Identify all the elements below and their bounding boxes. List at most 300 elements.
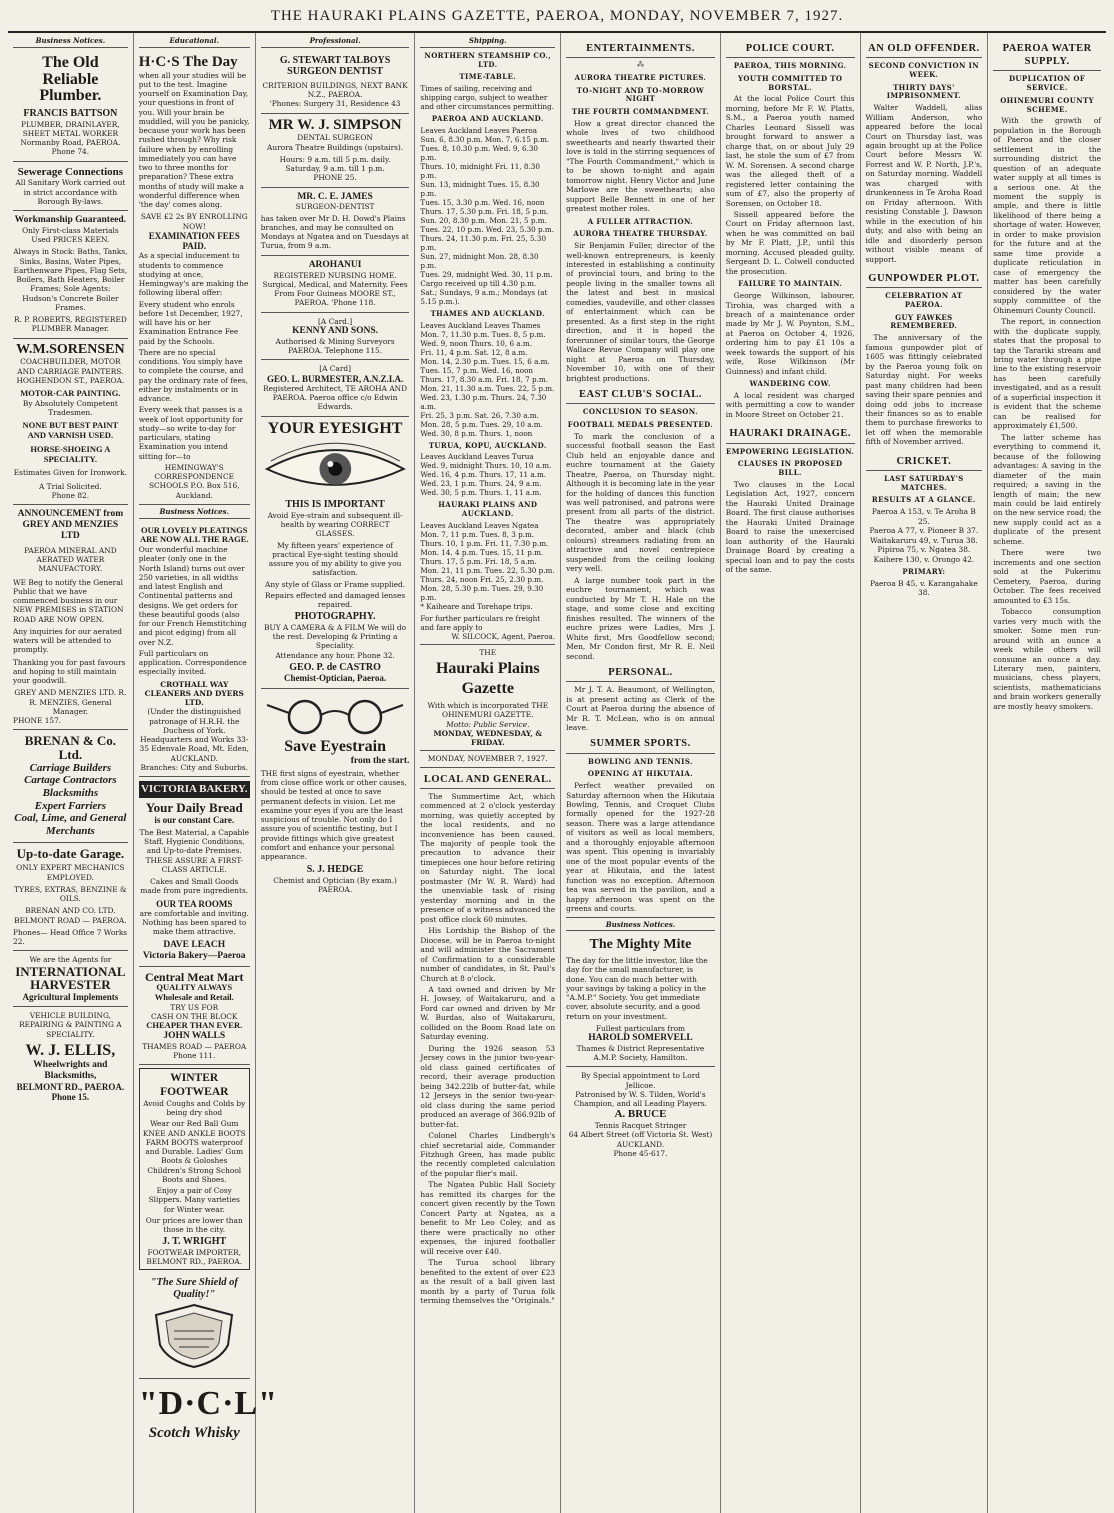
- timetable-row: Wed. 9, noon Thurs. 10, 6 a.m.: [420, 338, 532, 348]
- ad-title: H·C·S The Day: [138, 53, 238, 70]
- ad-name: FRANCIS BATTSON: [23, 108, 118, 120]
- ad-body: Attendance any hour. Phone 32.: [275, 650, 395, 660]
- ad-james: [261, 188, 410, 256]
- ad-address: HOGHENDON ST., PAEROA.: [16, 375, 125, 385]
- ad-sign: Victoria Bakery—Paeroa: [142, 950, 246, 961]
- ad-body: Wear our Red Ball Gum KNEE AND ANKLE BOOTS FARM BOOTS waterproof and Durable. Ladies' Gum Boots & Goloshes Children's Strong School Boots and Shoes.: [142, 1119, 246, 1184]
- ad-sign: HEMINGWAY'S CORRESPONDENCE SCHOOLS P.O. Box 516, Auckland.: [148, 462, 240, 500]
- ad-body: Cakes and Small Goods made from pure ingredients.: [140, 877, 249, 896]
- ad-sub: Wheelwrights and Blacksmiths,: [33, 1059, 108, 1081]
- ad-body: Full particulars on application. Correspondence especially invited.: [138, 648, 247, 677]
- route-rows: [420, 521, 555, 602]
- article-body: [566, 432, 715, 661]
- ad-sign: R. P. ROBERTS, REGISTERED PLUMBER Manager.: [13, 315, 127, 334]
- ad-sign: FOOTWEAR IMPORTER, BELMONT RD., PAEROA.: [146, 1247, 243, 1267]
- ad-sub: PAEROA MINERAL AND AERATED WATER MANUFACTORY.: [24, 545, 117, 574]
- ad-address: BELMONT RD., PAEROA.: [16, 1081, 125, 1092]
- ad-sign: Chemist-Optician, Paeroa.: [284, 673, 387, 684]
- cricket-result-row: Waitakaruru 49, v. Turua 38.: [870, 535, 978, 545]
- article-subheading: SECOND CONVICTION IN WEEK.: [868, 61, 980, 79]
- ad-burmester: [261, 360, 410, 416]
- ad-text: TYRES, EXTRAS, BENZINE & OILS.: [14, 884, 127, 903]
- ad-sign: GEO. P. de CASTRO: [289, 661, 381, 673]
- ad-body: Enjoy a pair of Cosy Slippers. Many varieties for Winter wear.: [148, 1186, 240, 1214]
- ad-shield: [139, 1273, 250, 1379]
- article-subheading: GUY FAWKES REMEMBERED.: [890, 312, 958, 331]
- ad-body: Any style of Glass or Frame supplied.: [265, 579, 406, 589]
- gazette-days: MONDAY, WEDNESDAY, & FRIDAY.: [433, 728, 543, 747]
- ad-body: Fullest particulars from: [595, 1023, 686, 1033]
- route-note: * Kaiheare and Torehape trips.: [420, 601, 533, 611]
- gazette-incorporated: With which is incorporated THE OHINEMURI GAZETTE.: [427, 701, 549, 720]
- column-entertainments: [561, 33, 721, 1513]
- ad-line: QUALITY ALWAYS: [156, 982, 233, 993]
- ad-line: CASH ON THE BLOCK: [151, 1011, 238, 1021]
- ad-card: [A Card]: [319, 364, 351, 374]
- spectacles-icon: [261, 693, 409, 737]
- article-paragraph: Mr J. T. A. Beaumont, of Wellington, is at present acting as Clerk of the Court at Paeroa during the absence of Mr R. T. McLean, who is on annual leave.: [566, 685, 715, 732]
- article-subheading: FOOTBALL MEDALS PRESENTED.: [567, 419, 714, 429]
- ad-winter-footwear: [139, 1068, 250, 1270]
- ad-victoria-bakery: [139, 777, 250, 966]
- ad-mighty-mite: [566, 934, 715, 1067]
- article-paragraph: There were two increments and one section sold at the Pukerimu Cemetery, Paeroa, during October. The fees received amounted to £3 15s.: [993, 548, 1102, 605]
- ad-hcs: [139, 51, 250, 505]
- cricket-primary-result: Paeroa B 45, v. Karangahake 38.: [869, 578, 978, 598]
- ad-line: Blacksmiths: [42, 787, 99, 800]
- ad-title: "D·C·L": [138, 1384, 278, 1422]
- article-body: [726, 94, 855, 276]
- ad-pre: By Special appointment to Lord Jellicoe.: [580, 1071, 700, 1090]
- route-title: TURUA, KOPU, AUCKLAND.: [428, 440, 547, 450]
- ad-offer: There are no special conditions. You simply have to complete the course, and pay the ordinary rate of fees, either by instalments or in advance.: [138, 347, 248, 404]
- section-label: Professional.: [261, 37, 410, 48]
- ad-body: My fifteen years' experience of practical Eye-sight testing should assure you of my ability to give you satisfaction.: [268, 540, 402, 578]
- ad-address: CRITERION BUILDINGS, NEXT BANK N.Z., PAEROA.: [262, 80, 408, 99]
- ad-trial: A Trial Solicited.: [38, 481, 102, 491]
- article-body: [566, 685, 715, 732]
- article-paragraph: A large number took part in the euchre tournament, which was conducted by Mr T. H. Hale on the stage, and some close and exciting finishes resulted. The winners of the euchre prizes were Ladies, Mrs J. White first, Mrs Goodfellow second; Men, Mr Condon first, Mr R. E. Neil second.: [566, 575, 715, 661]
- article-paragraph: How a great director chanced the whole lives of two childhood sweethearts and nearly thwarted their love is told in the stirring sequences of "The Fourth Commandment," which is to be shown to-night and again tomorrow night. Henry Victor and June Marlowe are the sweethearts; also support Belle Bennett in one of her greatest mother roles.: [566, 118, 715, 214]
- article-subheading: CLAUSES IN PROPOSED BILL.: [737, 459, 843, 478]
- article-subheading: YOUTH COMMITTED TO BORSTAL.: [737, 73, 843, 92]
- timetable-row: Mon. 7, 11 p.m. Tues. 8, 3 p.m.: [420, 529, 535, 539]
- shipping-timetable-title: TIME-TABLE.: [459, 72, 517, 82]
- ad-dcl: [138, 1379, 278, 1447]
- article-paragraph: Tobacco consumption varies very much with the smoker. Some men run-around with an ounce a week while others will consume an ounce a day. Literary men, painters, musicians, chess players, scientists, mathematicians and brain workers generally are mostly heavy smokers.: [993, 607, 1102, 711]
- ad-name: GEO. L. BURMESTER, A.N.Z.I.A.: [266, 373, 404, 384]
- timetable-row: Leaves Auckland Leaves Ngatea: [420, 520, 539, 530]
- article-body: [866, 333, 983, 447]
- timetable-row: Tues. 15, 3.30 p.m. Wed. 16, noon: [420, 197, 545, 207]
- ad-battson: [13, 51, 128, 162]
- ad-line: Expert Farriers: [34, 799, 106, 812]
- ad-sign: CROTHALL WAY CLEANERS AND DYERS LTD.: [144, 679, 244, 708]
- timetable-row: Wed. 30, 5 p.m. Thurs. 1, 11 a.m.: [420, 488, 542, 498]
- ad-sub: Your Daily Bread: [145, 799, 243, 815]
- timetable-row: Thurs. 24, noon Fri. 25, 2.30 p.m.: [420, 574, 544, 584]
- article-heading: GUNPOWDER PLOT.: [866, 270, 983, 288]
- ad-line: TRY US FOR: [170, 1002, 219, 1012]
- column-educational: [134, 33, 278, 1513]
- timetable-row: Tues. 15, 7 p.m. Wed. 16, noon: [420, 365, 534, 375]
- ad-title: "The Sure Shield of Quality!": [150, 1277, 238, 1301]
- article-subheading: A FULLER ATTRACTION.: [587, 216, 694, 226]
- article-paragraph: A taxi owned and driven by Mr H. Jowsey, of Waitakaruru, and a Ford car owned and driven by Mr W. Burdas, also of Waitakaruru, collided on the Boom Road late on Saturday evening.: [420, 985, 556, 1042]
- ad-body: Our wonderful machine pleater (only one in the North Island) turns out over 250 varieties, in all widths and latest English and Continental patterns and designs. We get orders for these beautiful goods (also for our French Hemstitching and picot edging) from all over N.Z.: [138, 545, 247, 647]
- article-paragraph: Sir Benjamin Fuller, director of the well-known entrepreneurs, is keenly interested in establishing a continuity of provincial tours, and bring to the people living in the smaller towns all the latest and best in musical comedies, vaudeville, and other classes of entertainment which can be presented. As a first step in the right direction, and it is hoped the forerunner of similar tours, the George Wallace Revue Company will play one night at Paeroa on Thursday, November 10, with one of their brightest productions.: [566, 241, 715, 383]
- article-subheading: AURORA THEATRE PICTURES.: [574, 72, 707, 82]
- article-subheading: THE FOURTH COMMANDMENT.: [571, 107, 710, 117]
- route-rows: [420, 126, 555, 279]
- shipping-company: NORTHERN STEAMSHIP CO., LTD.: [424, 50, 552, 69]
- timetable-row: Wed. 23, 1.30 p.m. Thurs. 24, 7.30 a.m.: [420, 392, 547, 411]
- article-paragraph: At the local Police Court this morning, before Mr F. W. Platts, S.M., a Paeroa youth named Charles Leonard Sissell was brought forward to answer a charge that, on or about July 29 last, he stole the sum of £7 from W. M. Sorensen. A second charge was the alleged theft of a registered letter containing the sum of £7, also the property of Sorensen, on October 18.: [725, 94, 855, 208]
- ad-title: Sewerage Connections: [17, 165, 124, 178]
- ad-workmanship: [13, 211, 128, 339]
- ad-title: YOUR EYESIGHT: [267, 419, 403, 437]
- article-paragraph: Sissell appeared before the Court on Friday afternoon last, when he was committed on bail by Mr F. Platt, J.P., until this morning. Accused pleaded guilty. Sergeant D. L. Colwell conducted the prosecution.: [725, 210, 855, 276]
- article-paragraph: During the 1926 season 53 Jersey cows in the junior two-year-old class gained certificates of record, their average production being 342.22lb of butter-fat, while 12 Jerseys in the senior two-year-old class during the same period produced an average of 366.92lb of butter-fat.: [420, 1043, 556, 1129]
- ad-body: Authorised & Mining Surveyors PAEROA. Telephone 115.: [275, 336, 395, 356]
- timetable-row: Mon. 28, 5 p.m. Tues. 29, 10 a.m.: [420, 419, 543, 429]
- ad-important: THIS IS IMPORTANT: [285, 499, 385, 511]
- article-paragraph: George Wilkinson, labourer, Tirohia, was charged with a breach of a maintenance order made by Mr J. W. Poynton, S.M., at Paeroa on October 4, 1926, ordering him to pay £1 10s a week towards the support of his wife, Rose Wilkinson (Mr Guinness) and infant child.: [725, 291, 855, 376]
- ad-title: W.M.SORENSEN: [16, 341, 125, 357]
- timetable-row: Mon. 28, 5.30 p.m. Tues. 29, 9.30 p.m.: [420, 583, 544, 602]
- ad-save-eyestrain: [261, 689, 410, 899]
- ad-body: Our prices are lower than those in the city.: [145, 1215, 243, 1235]
- route-title: PAEROA AND AUCKLAND.: [431, 114, 544, 123]
- article-heading: LOCAL AND GENERAL.: [420, 771, 555, 789]
- article-paragraph: Two clauses in the Local Legislation Act, 1927, concern the Hauraki United Drainage Board. The first clause authorises the Hauraki United Drainage Board to raise the unexercised loan authority of the Hauraki Drainage Board by creating a special loan and to pay the costs of the same.: [725, 479, 855, 574]
- article-paragraph: A local resident was charged with permitting a cow to wander in Moore Street on October 21.: [725, 391, 855, 419]
- ad-stock: Always in Stock: Baths, Tanks, Sinks, Basins, Water Pipes, Earthenware Pipes, Flag Sets, Boilers, Bath Heaters, Boiler Frames; Sole Agents: Hudson's Concrete Boiler Frames.: [13, 247, 128, 312]
- ad-title: REGISTERED NURSING HOME.: [273, 270, 397, 280]
- timetable-row: Thurs. 17, 5 p.m. Fri. 18, 5 a.m.: [420, 556, 537, 566]
- section-label: Educational.: [139, 37, 250, 48]
- article-subheading: BOWLING AND TENNIS.: [588, 756, 693, 766]
- ad-body: Registered Architect, TE AROHA AND PAEROA. Paeroa office c/o Edwin Edwards.: [263, 383, 408, 412]
- ad-motor: MOTOR-CAR PAINTING.: [20, 388, 121, 399]
- ad-text: BRENAN AND CO. LTD. BELMONT ROAD — PAEROA.: [14, 906, 127, 925]
- ad-hours: Hours: 9 a.m. till 5 p.m. daily. Saturday, 9 a.m. till 1 p.m.: [279, 154, 391, 173]
- ad-central-meat-mart: [139, 967, 250, 1066]
- timetable-row: Mon. 14, 2.30 p.m. Tues. 15, 6 a.m.: [420, 356, 550, 366]
- ad-body: Avoid Coughs and Colds by being dry shod: [143, 1098, 246, 1118]
- ad-pleatings: [139, 522, 250, 778]
- ad-kenny: [261, 313, 410, 361]
- ad-body: BUY A CAMERA & A FILM We will do the rest. Developing & Printing a Speciality.: [264, 622, 407, 651]
- ad-sign: J. T. WRIGHT: [162, 1236, 227, 1248]
- article-subheading: CONCLUSION TO SEASON.: [582, 407, 698, 417]
- article-paragraph: The Summertime Act, which commenced at 2 o'clock yesterday morning, was quietly accepted by the local residents, and no inconvenience has been caused. The majority of people took the precaution to advance their timepieces one hour before retiring on Saturday night. The local postmaster (Mr W. R. Ward) had the unenviable task of rising yesterday morning and in the presence of a witness advanced the post office clock 60 minutes.: [420, 791, 556, 924]
- ad-sub: is our constant Care.: [154, 814, 235, 825]
- article-paragraph: The report, in connection with the duplicate supply, states that the proposal to tap the Tarariki stream and bring water through a pipe line to the existing reservoir has been carefully investigated, and as a result of a superficial inspection it is evident that the scheme can be realised for approximately £1,500.: [993, 317, 1102, 431]
- article-paragraph: To mark the conclusion of a successful football season the East Club held an enjoyable dance and euchre tournament at the Gaiety Theatre, Paeroa, on Thursday night. Although it is becoming late in the year for the holding of dances this function was well patronised, and patrons were present from all parts of the district. The theatre was appropriately decorated, amber and black (club colours) streamers radiating from an attractive and novel centrepiece suspended from the ceiling looking very well.: [566, 431, 715, 574]
- article-subheading: OPENING AT HIKUTAIA.: [587, 769, 694, 779]
- ad-body: Avoid Eye-strain and subsequent ill-health by wearing CORRECT GLASSES.: [267, 510, 403, 539]
- ad-name: MR. C. E. JAMES: [297, 191, 373, 202]
- timetable-row: Tues. 29, midnight Wed. 30, 11 p.m.: [420, 269, 553, 279]
- article-subheading: DUPLICATION OF SERVICE.: [1008, 74, 1086, 92]
- article-subheading: OHINEMURI COUNTY SCHEME.: [1000, 95, 1095, 114]
- ad-text: ONLY EXPERT MECHANICS EMPLOYED.: [16, 863, 125, 882]
- section-label: Business Notices.: [13, 37, 128, 48]
- ad-title: Save Eyestrain: [284, 738, 386, 756]
- ad-sewerage: [13, 162, 128, 211]
- timetable-row: Thurs. 17, 8.30 a.m. Fri. 18, 7 p.m.: [420, 374, 548, 384]
- timetable-row: Mon. 14, 4 p.m. Tues. 15, 11 p.m.: [420, 547, 544, 557]
- shipping-agent: W. SILCOCK, Agent, Paeroa.: [451, 631, 556, 641]
- cricket-result-row: Paeroa A 77, v. Pioneer B 37.: [869, 526, 979, 536]
- ad-sign: S. J. HEDGE: [306, 864, 364, 876]
- ad-sign: (Under the distinguished patronage of H.R.H. the Duchess of York.: [147, 707, 242, 735]
- article-paragraph: The anniversary of the famous gunpowder plot of 1605 was fittingly celebrated by the Paeroa young folk on Saturday night. For weeks past many children had been saving their spare pennies and doing odd jobs to increase their finances so as to enable them to purchase fireworks to let off when the memorable fifth of November arrived.: [865, 333, 983, 447]
- cricket-results: [866, 507, 983, 564]
- ad-sign: DAVE LEACH: [163, 939, 226, 950]
- ad-name: A. BRUCE: [614, 1108, 667, 1121]
- section-label: Shipping.: [420, 37, 555, 48]
- article-subheading: TO-NIGHT AND TO-MORROW NIGHT: [576, 85, 705, 104]
- ad-trade: COACHBUILDER, MOTOR AND CARRIAGE PAINTERS.: [17, 357, 124, 376]
- article-subheading: PAEROA, THIS MORNING.: [733, 61, 847, 71]
- ad-line: JOHN WALLS: [163, 1030, 226, 1041]
- ad-phone: Phone 82.: [51, 490, 90, 500]
- ad-body: Any inquiries for our aerated waters will be attended to promptly.: [13, 626, 122, 655]
- article-paragraph: The latter scheme has everything to commend it, because of the following advantages: A saving in the diameter of the main required; a saving in the length of main; the new main could be laid entirely on the new service road; the new supply could act as a duplicate of the present scheme.: [993, 432, 1102, 546]
- section-label: Business Notices.: [139, 508, 250, 519]
- article-subheading: CELEBRATION AT PAEROA.: [885, 291, 963, 309]
- ad-phone: Phone 74.: [51, 147, 90, 157]
- article-subheading: THIRTY DAYS' IMPRISONMENT.: [886, 82, 962, 101]
- article-paragraph: Walter Waddell, alias William Anderson, who appeared before the local Court on Thursday last, was again brought up at the Police Court before Messrs W. Forrest and W. P. North, J.P.'s, on Saturday morning. Waddell was charged with drunkenness in Te Aroha Road on Friday afternoon. With resisting Constable J. Dawson while in the execution of his duty, and also with being an idle and disorderly person without visible means of support.: [865, 103, 983, 264]
- ad-offer: Every student who enrols before 1st December, 1927, will have his or her Examination Entrance Fee paid by the Schools.: [138, 299, 243, 346]
- ad-sign: Headquarters and Works 33-35 Edenvale Road, Mt. Eden, AUCKLAND.: [139, 735, 249, 763]
- cricket-result-row: Kaihere 130, v. Orongo 42.: [873, 554, 975, 564]
- ad-garage: [13, 843, 128, 952]
- article-body: [420, 792, 555, 1306]
- route-cargo-note: Cargo received up till 4.30 p.m. Sat.; Sundays, 9 a.m.; Mondays (at 5.15 p.m.).: [420, 278, 548, 306]
- ad-ellis: [13, 1007, 128, 1106]
- ad-sign: HAROLD SOMERVELL: [588, 1033, 693, 1044]
- route-title: THAMES AND AUCKLAND.: [430, 308, 545, 318]
- article-heading: CRICKET.: [866, 453, 983, 471]
- ad-title: VICTORIA BAKERY.: [139, 781, 250, 798]
- ad-body: are comfortable and inviting. Nothing has been spared to make them attractive.: [139, 908, 249, 937]
- article-subheading: RESULTS AT A GLANCE.: [871, 495, 976, 505]
- ad-body: THE first signs of eyestrain, whether from close office work or other causes, should be tested at once to save permanent defects in vision. Let me examine your eyes if you are the least suspicious of trouble. Not only do I assure you of scientific testing, but I provide fittings which give greatest comfort and enhance your personal appearance.: [260, 768, 407, 862]
- ad-body: The day for the little investor, like the day for the small manufacturer, is done. You can do much better with your savings by taking a policy in the "A.M.P." Society. You get immediate cover, absolute security, and a good return on your investment.: [566, 956, 708, 1021]
- ad-title: The Mighty Mite: [589, 937, 692, 953]
- ad-body: WE Beg to notify the General Public that we have commenced business in our NEW PREMISES in STATION ROAD ARE NOW OPEN.: [13, 577, 124, 624]
- route-title: HAURAKI PLAINS AND AUCKLAND.: [438, 500, 538, 518]
- gazette-masthead: [420, 648, 555, 768]
- timetable-row: Sun. 6, 8.30 p.m. Mon. 7, 6.15 p.m.: [420, 134, 550, 144]
- ad-pat: Patronised by W. S. Tilden, World's Champion, and all Leading Players.: [573, 1089, 708, 1109]
- ad-title: ANNOUNCEMENT from GREY AND MENZIES LTD: [17, 509, 124, 542]
- article-heading: ENTERTAINMENTS.: [566, 40, 715, 58]
- timetable-row: Wed. 30, 8 p.m. Thurs. 1, noon: [420, 428, 533, 438]
- ad-bruce: [566, 1067, 715, 1162]
- column-shipping: [415, 33, 561, 1513]
- shipping-further: For further particulars re freight and fare apply to: [420, 613, 541, 632]
- article-body: [566, 119, 715, 214]
- article-subheading: AURORA THEATRE THURSDAY.: [573, 229, 708, 239]
- column-water-supply: [988, 33, 1106, 1513]
- timetable-row: Wed. 16, 4 p.m. Thurs. 17, 11 a.m.: [420, 470, 547, 480]
- ad-body: when all your studies will be put to the test. Imagine yourself on Examination Day, your questions in front of you. Will your brain be muddled, will you be panicky, because your work has been rushed through? Why risk failure when by enrolling immediately you can have two to three months for preparation? These extra months of study will make a wonderful difference when 'the day' comes along.: [138, 70, 250, 209]
- route-rows: [420, 321, 555, 438]
- ad-title: SURGEON DENTIST: [287, 66, 384, 78]
- article-heading: HAURAKI DRAINAGE.: [726, 425, 855, 443]
- cricket-result-row: Paeroa A 153, v. Te Aroha B 25.: [871, 507, 976, 526]
- ad-by: By Absolutely Competent Tradesmen.: [22, 398, 118, 418]
- ad-phone: Phone 45-617.: [613, 1148, 668, 1158]
- article-heading: SUMMER SPORTS.: [566, 735, 715, 753]
- ad-estimates: Estimates Given for Ironwork.: [13, 468, 127, 478]
- article-subheading: WANDERING COW.: [749, 379, 831, 389]
- ad-body: has taken over Mr D. H. Dowd's Plains branches, and may be consulted on Mondays at Ngatea and on Tuesdays at Turua, from 9 a.m.: [260, 213, 409, 251]
- article-heading: POLICE COURT.: [726, 40, 855, 58]
- ad-text: Only First-class Materials Used PRICES KEEN.: [22, 225, 119, 245]
- ad-name: KENNY AND SONS.: [292, 325, 379, 336]
- ad-phone: PHONE 157.: [13, 716, 62, 726]
- ad-line: THAMES ROAD — PAEROA: [142, 1041, 247, 1051]
- article-paragraph: The Ngatea Public Hall Society has remitted its charges for the concert given recently by the Town Concert Party at Ngatea, as a benefit to Mr Leo Coley, and as there were practically no other expenses, the injured footballer will receive over £40.: [420, 1180, 556, 1256]
- timetable-row: Leaves Auckland Leaves Thames: [420, 320, 541, 330]
- ad-line: Phone 111.: [173, 1051, 216, 1061]
- article-paragraph: With the growth of population in the Borough of Paeroa and the closer settlement in the surrounding district the question of an adequate water supply at all times is a serious one. At the moment the supply is ample, and there is little likelihood of there being a shortage of water. However, in order to make provision for the future and at the same time provide a duplicate reticulation in case of emergency the matter has been carefully considered by the water supply committee of the Ohinemuri County Council.: [993, 116, 1102, 315]
- ad-card: [A Card.]: [318, 316, 353, 326]
- ad-sign: Chemist and Optician (By exam.) PAEROA.: [273, 875, 397, 895]
- masthead: THE HAURAKI PLAINS GAZETTE, PAEROA, MONDAY, NOVEMBER 7, 1927.: [8, 6, 1106, 33]
- article-body: [866, 103, 983, 264]
- ad-phone: PHONE 25.: [313, 173, 357, 183]
- column-professional: [256, 33, 416, 1513]
- ad-line: Cartage Contractors: [24, 774, 117, 787]
- ad-line: Carriage Builders: [29, 761, 112, 774]
- timetable-row: Mon. 21, 11.30 a.m. Tues. 22, 5 p.m.: [420, 383, 555, 393]
- ad-title: SURGEON-DENTIST: [295, 202, 375, 212]
- article-heading: AN OLD OFFENDER.: [866, 40, 983, 58]
- ad-title: Up-to-date Garage.: [16, 845, 125, 861]
- timetable-row: Mon. 7, 11.30 p.m. Tues. 8, 5 p.m.: [420, 329, 546, 339]
- article-body: [566, 781, 715, 914]
- shipping-intro: Times of sailing, receiving and shipping cargo, subject to weather and other circumstances permitting.: [420, 84, 555, 111]
- ad-line: Coal, Lime, and General Merchants: [14, 812, 127, 837]
- ad-phone: Phone 15.: [51, 1091, 90, 1102]
- section-label: Business Notices.: [566, 921, 715, 932]
- ad-title: DENTAL SURGEON: [297, 133, 373, 143]
- shield-logo-icon: [144, 1301, 244, 1371]
- cricket-result-row: Pipiroa 75, v. Ngatea 38.: [877, 545, 971, 555]
- timetable-row: Thurs. 10, 1 p.m. Fri. 11, 7.30 p.m.: [420, 538, 549, 548]
- article-heading: PAEROA WATER SUPPLY.: [993, 40, 1101, 71]
- ad-harvester: [13, 951, 128, 1007]
- ad-simpson: [261, 114, 410, 188]
- article-heading: EAST CLUB'S SOCIAL.: [566, 386, 715, 404]
- timetable-row: Tues. 8, 10.30 p.m. Wed. 9, 6.30 p.m.: [420, 143, 539, 162]
- ornament-divider: ⁂: [636, 61, 644, 70]
- ad-horse: HORSE-SHOEING A SPECIALITY.: [30, 443, 111, 464]
- timetable-row: Thurs. 17, 5.30 p.m. Fri. 18, 5 p.m.: [420, 206, 549, 216]
- ad-title: WINTER FOOTWEAR: [160, 1072, 229, 1098]
- ad-title: The Old Reliable Plumber.: [39, 53, 102, 105]
- ad-sign: Branches: City and Suburbs.: [140, 762, 248, 772]
- column-old-offender: [861, 33, 989, 1513]
- ad-title: W. J. ELLIS,: [25, 1041, 116, 1059]
- ad-text: Phones— Head Office 7 Works 22.: [13, 927, 128, 946]
- ad-title: BRENAN & Co. Ltd.: [24, 733, 117, 763]
- ad-address: Normanby Road, PAEROA.: [20, 138, 121, 148]
- timetable-row: Leaves Auckland Leaves Paeroa: [420, 125, 538, 135]
- ad-name: AROHANUI: [308, 259, 362, 270]
- ad-sign: Thames & District Representative A.M.P. Society, Hamilton.: [576, 1043, 705, 1063]
- timetable-row: Wed. 23, 1 p.m. Thurs. 24, 9 a.m.: [420, 479, 542, 489]
- ad-offer: Every week that passes is a week of lost opportunity for study—so write to-day for particulars, stating Examination you intend sitting for—to: [138, 405, 244, 461]
- article-subheading: LAST SATURDAY'S MATCHES.: [884, 473, 964, 492]
- ad-arohanui: [261, 256, 410, 313]
- article-subheading: FAILURE TO MAINTAIN.: [738, 279, 843, 289]
- timetable-row: Fri. 25, 3 p.m. Sat. 26, 7.30 a.m.: [420, 410, 539, 420]
- ad-body: Thanking you for past favours and hoping to still maintain your goodwill.: [13, 657, 126, 686]
- article-paragraph: Colonel Charles Lindbergh's chief secretarial aide, Commander Fitzhugh Green, has made public the recently completed calculation of the popular flier's mail.: [420, 1131, 556, 1178]
- ad-phone: 'Phones: Surgery 31, Residence 43: [269, 99, 401, 109]
- ad-sub: Agricultural Implements: [22, 991, 119, 1002]
- article-body: [726, 291, 855, 376]
- ad-trade: Tennis Racquet Stringer: [594, 1121, 687, 1131]
- ad-sub: from the start.: [350, 756, 410, 767]
- article-paragraph: His Lordship the Bishop of the Diocese, will be in Paeroa to-night and will administer the Sacrament of Confirmation to a considerable number of candidates, in St. Paul's Church at 8 o'clock.: [420, 926, 556, 983]
- ad-address: 64 Albert Street (off Victoria St. West) AUCKLAND.: [568, 1130, 713, 1149]
- ad-tea: OUR TEA ROOMS: [156, 898, 233, 909]
- ad-text: VEHICLE BUILDING, REPAIRING & PAINTING A SPECIALITY.: [19, 1011, 122, 1039]
- timetable-row: Sun. 27, midnight Mon. 28, 8.30 p.m.: [420, 251, 539, 270]
- ad-title: OUR LOVELY PLEATINGS ARE NOW ALL THE RAGE.: [139, 524, 249, 545]
- ad-address: Aurora Theatre Buildings (upstairs).: [266, 142, 404, 152]
- ad-title: Workmanship Guaranteed.: [14, 215, 127, 226]
- article-subheading: PRIMARY:: [902, 567, 946, 577]
- ad-sub: Scotch Whisky: [148, 1425, 240, 1442]
- article-subheading: EMPOWERING LEGISLATION.: [726, 446, 855, 456]
- timetable-row: Sun. 20, 8.30 p.m. Mon. 21, 5 p.m.: [420, 215, 547, 225]
- route-rows: [420, 452, 555, 497]
- ad-offer: As a special inducement to students to commence studying at once, Hemingway's are making the following liberal offer:: [138, 251, 249, 298]
- column-business-notices: [8, 33, 134, 1513]
- ad-pre: We are the Agents for: [29, 955, 112, 965]
- ad-line: CHEAPER THAN EVER.: [146, 1020, 243, 1031]
- article-body: [566, 241, 715, 383]
- article-paragraph: Perfect weather prevailed on Saturday afternoon when the Hikutaia Bowling, Tennis, and Croquet Clubs formally opened for the 1927-28 season. There was a large attendance of visitors as well as local members, and a thoroughly enjoyable afternoon was spent. This opening is invariably one of the most popular events of the year at Hikutaia, and the latest function was no exception. Afternoon tea was served in the pavilion, and a happy afternoon was spent on the greens and courts.: [566, 781, 715, 914]
- timetable-row: Thurs. 10, midnight Fri. 11, 8.30 p.m.: [420, 161, 540, 180]
- column-police-court: [721, 33, 861, 1513]
- ad-line: Wholesale and Retail.: [154, 991, 234, 1002]
- ad-sorensen: [13, 339, 128, 506]
- ad-name: MR W. J. SIMPSON: [268, 116, 402, 133]
- ad-talboys: [261, 51, 410, 114]
- ad-brenan: [13, 730, 128, 842]
- timetable-row: Leaves Auckland Leaves Turua: [420, 452, 534, 462]
- ad-photography: PHOTOGRAPHY.: [294, 611, 376, 623]
- gazette-date: MONDAY, NOVEMBER 7, 1927.: [427, 754, 548, 764]
- ad-save: SAVE £2 2s BY ENROLLING NOW!: [140, 212, 248, 231]
- timetable-row: Thurs. 24, 11.30 p.m. Fri. 25, 5.30 p.m.: [420, 233, 547, 252]
- timetable-row: Fri. 11, 4 p.m. Sat. 12, 8 a.m.: [420, 347, 528, 357]
- gazette-the: THE: [479, 647, 497, 657]
- ad-trade: PLUMBER, DRAINLAYER, SHEET METAL WORKER: [21, 119, 120, 138]
- article-heading: PERSONAL.: [566, 664, 715, 682]
